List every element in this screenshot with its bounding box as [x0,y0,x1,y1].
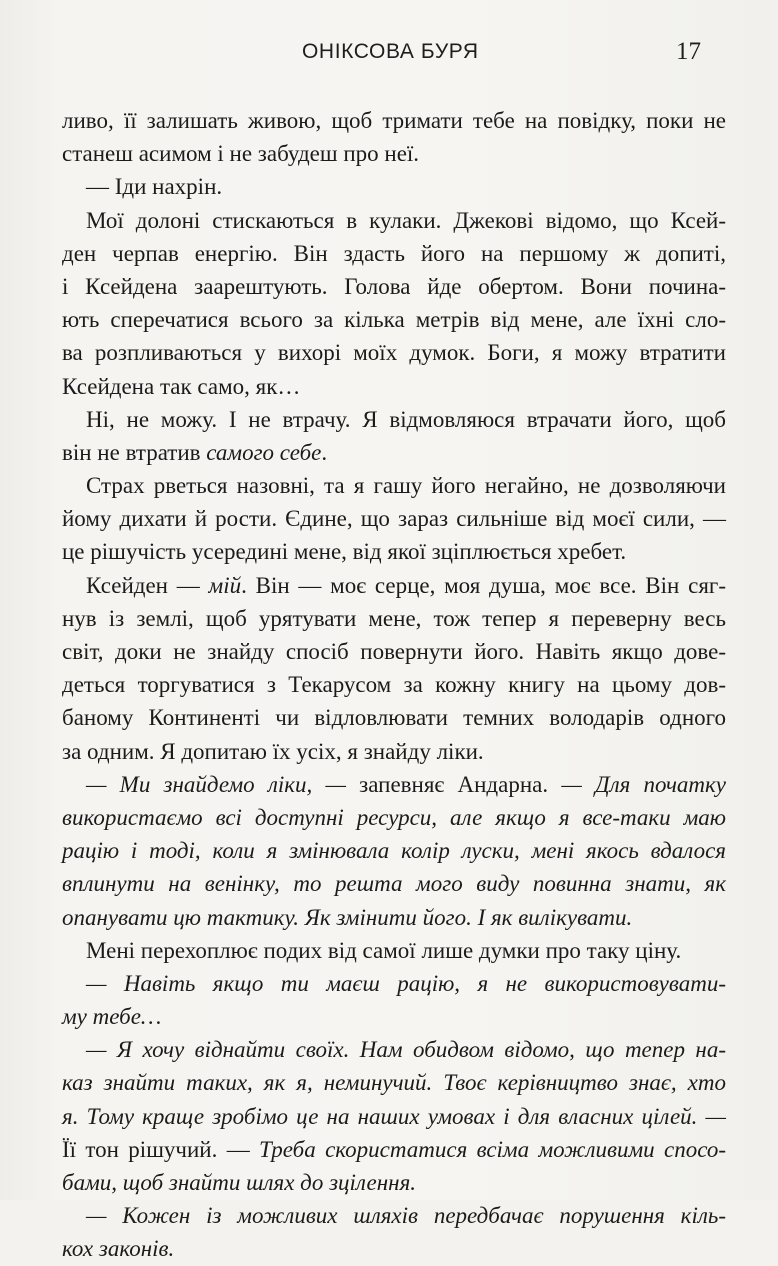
text-segment: . [321,439,328,465]
text-line: — Я хочу віднайти своїх. Нам обидвом відомо, що тепер на- [86,1037,726,1063]
italic-segment: самого себе [206,439,322,465]
text-line: і Ксейдена заарештують. Голова йде обертом. Вони почина- [62,273,726,299]
italic-segment: — Ми знайдемо ліки, — [86,771,346,797]
italic-segment: Треба скористатися всіма можливими спосо- [249,1136,726,1162]
text-line: рацію і тоді, коли я змінювала колір луски, мені якось вдалося [62,838,726,864]
text-line: ден черпав енергію. Він здасть його на першому ж допиті, [62,240,726,266]
italic-segment: мій [208,572,242,598]
text-line: — Навіть якщо ти маєш рацію, я не використовувати- [86,970,726,996]
text-line: опанувати цю тактику. Як змінити його. І як вилікувати. [62,904,633,930]
italic-segment: — Для початку [561,771,726,797]
running-title: ОНІКСОВА БУРЯ [302,40,479,63]
text-segment: . Він — моє серце, моя душа, моє все. Він сяг- [241,572,726,598]
text-line: це рішучість усередині мене, від якої зціплюється хребет. [62,539,627,565]
text-line: використаємо всі доступні ресурси, але якщо я все-таки маю [62,804,726,830]
text-line: Мої долоні стискаються в кулаки. Джекові відомо, що Ксей- [86,207,726,233]
text-line: вплинути на венінку, то решта мого виду повинна знати, як [62,871,726,897]
text-line: баному Континенті чи відловлювати темних володарів одного [62,705,726,731]
text-line [62,768,726,801]
text-line: деться торгуватися з Текарусом за кожну книгу на цьому дов- [62,672,726,698]
text-segment: Ксейден — [86,572,200,598]
text-line: кох законів. [62,1236,175,1262]
text-line [62,569,726,602]
text-segment: Її тон рішучий. — [62,1136,250,1162]
text-line: Страх рветься назовні, та я гашу його негайно, не дозволяючи [86,473,726,499]
text-line: ва розпливаються у вихорі моїх думок. Боги, я можу втратити [62,340,726,366]
text-line: йому дихати й рости. Єдине, що зараз сильніше від моєї сили, — [62,506,726,532]
text-segment: запевняє Андарна. [345,771,562,797]
text-line: за одним. Я допитаю їх усіх, я знайду ліки. [62,738,484,764]
text-line: — Іди нахрін. [86,174,223,200]
body-text [62,104,726,1266]
text-line: нув із землі, щоб урятувати мене, тож тепер я переверну весь [62,605,726,631]
running-head [0,38,778,70]
text-line [62,1133,726,1166]
text-line: Ні, не можу. І не втрачу. Я відмовляюся втрачати його, щоб [86,406,726,432]
text-line: Мені перехоплює подих від самої лише думки про таку ціну. [86,937,682,963]
text-line: Ксейдена так само, як… [62,373,301,399]
text-line: ливо, її залишать живою, щоб тримати тебе на повідку, поки не [62,108,726,133]
text-line: бами, щоб знайти шлях до зцілення. [62,1170,417,1195]
text-line: станеш асимом і не забудеш про неї. [62,141,420,167]
text-line: ють сперечатися всього за кілька метрів від мене, але їхні сло- [62,307,726,333]
text-line: каз знайти таких, як я, неминучий. Твоє керівництво знає, хто [62,1070,726,1096]
text-line: му тебе… [62,1004,162,1030]
text-line: світ, доки не знайду спосіб повернути його. Навіть якщо дове- [62,639,726,664]
text-line: я. Тому краще зробімо це на наших умовах і для власних цілей. — [62,1103,726,1129]
page-number: 17 [676,38,701,65]
text-segment: він не втратив [62,439,201,465]
text-line: — Кожен із можливих шляхів передбачає порушення кіль- [86,1203,726,1229]
text-line [62,436,726,469]
